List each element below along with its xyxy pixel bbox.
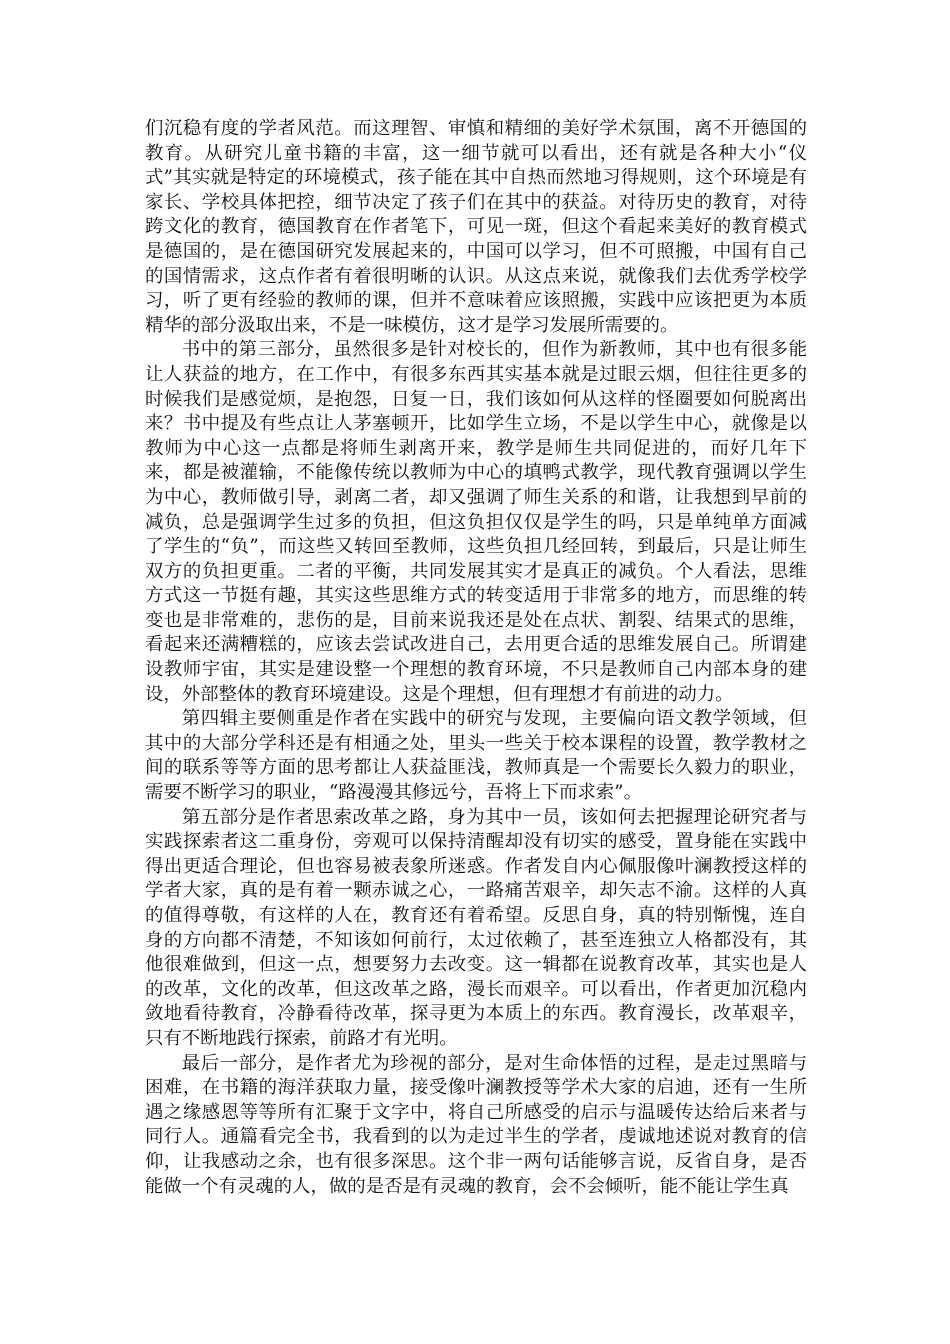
paragraph-part-five: 第五部分是作者思索改革之路，身为其中一员，该如何去把握理论研究者与实践探索者这二重身份，旁观可以保持清醒却没有切实的感受，置身能在实践中得出更适合理论，但也容易被表象所迷惑。作者发自内心佩服像叶澜教授这样的学者大家，真的是有着一颗赤诚之心，一路痛苦艰辛，却矢志不渝。这样的人真的值得尊敬，有这样的人在，教育还有着希望。反思自身，真的特别惭愧，连自身的方向都不清楚，不知该如何前行，太过依赖了，甚至连独立人格都没有，其他很难做到，但这一点，想要努力去改变。这一辑都在说教育改革，其实也是人的改革，文化的改革，但这改革之路，漫长而艰辛。可以看出，作者更加沉稳内敛地看待教育，冷静看待改革，探寻更为本质上的东西。教育漫长，改革艰辛，只有不断地践行探索，前路才有光明。 — [145, 806, 807, 1049]
paragraph-continued: 们沉稳有度的学者风范。而这理智、审慎和精细的美好学术氛围，离不开德国的教育。从研究儿童书籍的丰富，这一细节就可以看出，还有就是各种大小“仪式”其实就是特定的环境模式，孩子能在其中自热而然地习得规则，这个环境是有家长、学校具体把控，细节决定了孩子们在其中的获益。对待历史的教育，对待跨文化的教育，德国教育在作者笔下，可见一斑，但这个看起来美好的教育模式是德国的，是在德国研究发展起来的，中国可以学习，但不可照搬，中国有自己的国情需求，这点作者有着很明晰的认识。从这点来说，就像我们去优秀学校学习，听了更有经验的教师的课，但并不意味着应该照搬，实践中应该把更为本质精华的部分汲取出来，不是一味模仿，这才是学习发展所需要的。 — [145, 118, 807, 336]
document-body — [145, 117, 807, 1199]
paragraph-part-three: 书中的第三部分，虽然很多是针对校长的，但作为新教师，其中也有很多能让人获益的地方，在工作中，有很多东西其实基本就是过眼云烟，但往往更多的时候我们是感觉烦，是抱怨，日复一日，我们该如何从这样的怪圈要如何脱离出来？书中提及有些点让人茅塞顿开，比如学生立场，不是以学生中心，就像是以教师为中心这一点都是将师生剥离开来，教学是师生共同促进的，而好几年下来，都是被灌输，不能像传统以教师为中心的填鸭式教学，现代教育强调以学生为中心，教师做引导，剥离二者，却又强调了师生关系的和谐，让我想到早前的减负，总是强调学生过多的负担，但这负担仅仅是学生的吗，只是单纯单方面减了学生的“负”，而这些又转回至教师，这些负担几经回转，到最后，只是让师生双方的负担更重。二者的平衡，共同发展其实才是真正的减负。个人看法，思维方式这一节挺有趣，其实这些思维方式的转变适用于非常多的地方，而思维的转变也是非常难的，悲伤的是，目前来说我还是处在点状、割裂、结果式的思维，看起来还满糟糕的，应该去尝试改进自己，去用更合适的思维发展自己。所谓建设教师宇宙，其实是建设整一个理想的教育环境，不只是教师自己内部本身的建设，外部整体的教育环境建设。这是个理想，但有理想才有前进的动力。 — [145, 339, 807, 705]
paragraph-part-four: 第四辑主要侧重是作者在实践中的研究与发现，主要偏向语文教学领域，但其中的大部分学科还是有相通之处，里头一些关于校本课程的设置，教学教材之间的联系等等方面的思考都让人获益匪浅，教师真是一个需要长久毅力的职业，需要不断学习的职业，“路漫漫其修远兮，吾将上下而求索”。 — [145, 708, 807, 804]
paragraph-final-part: 最后一部分，是作者尤为珍视的部分，是对生命体悟的过程，是走过黑暗与困难，在书籍的海洋获取力量，接受像叶澜教授等学术大家的启迪，还有一生所遇之缘感恩等等所有汇聚于文字中，将自己所感受的启示与温暖传达给后来者与同行人。通篇看完全书，我看到的以为走过半生的学者，虔诚地述说对教育的信仰，让我感动之余，也有很多深思。这个非一两句话能够言说，反省自身，是否能做一个有灵魂的人，做的是否是有灵魂的教育，会不会倾听，能不能让学生真 — [145, 1052, 807, 1197]
